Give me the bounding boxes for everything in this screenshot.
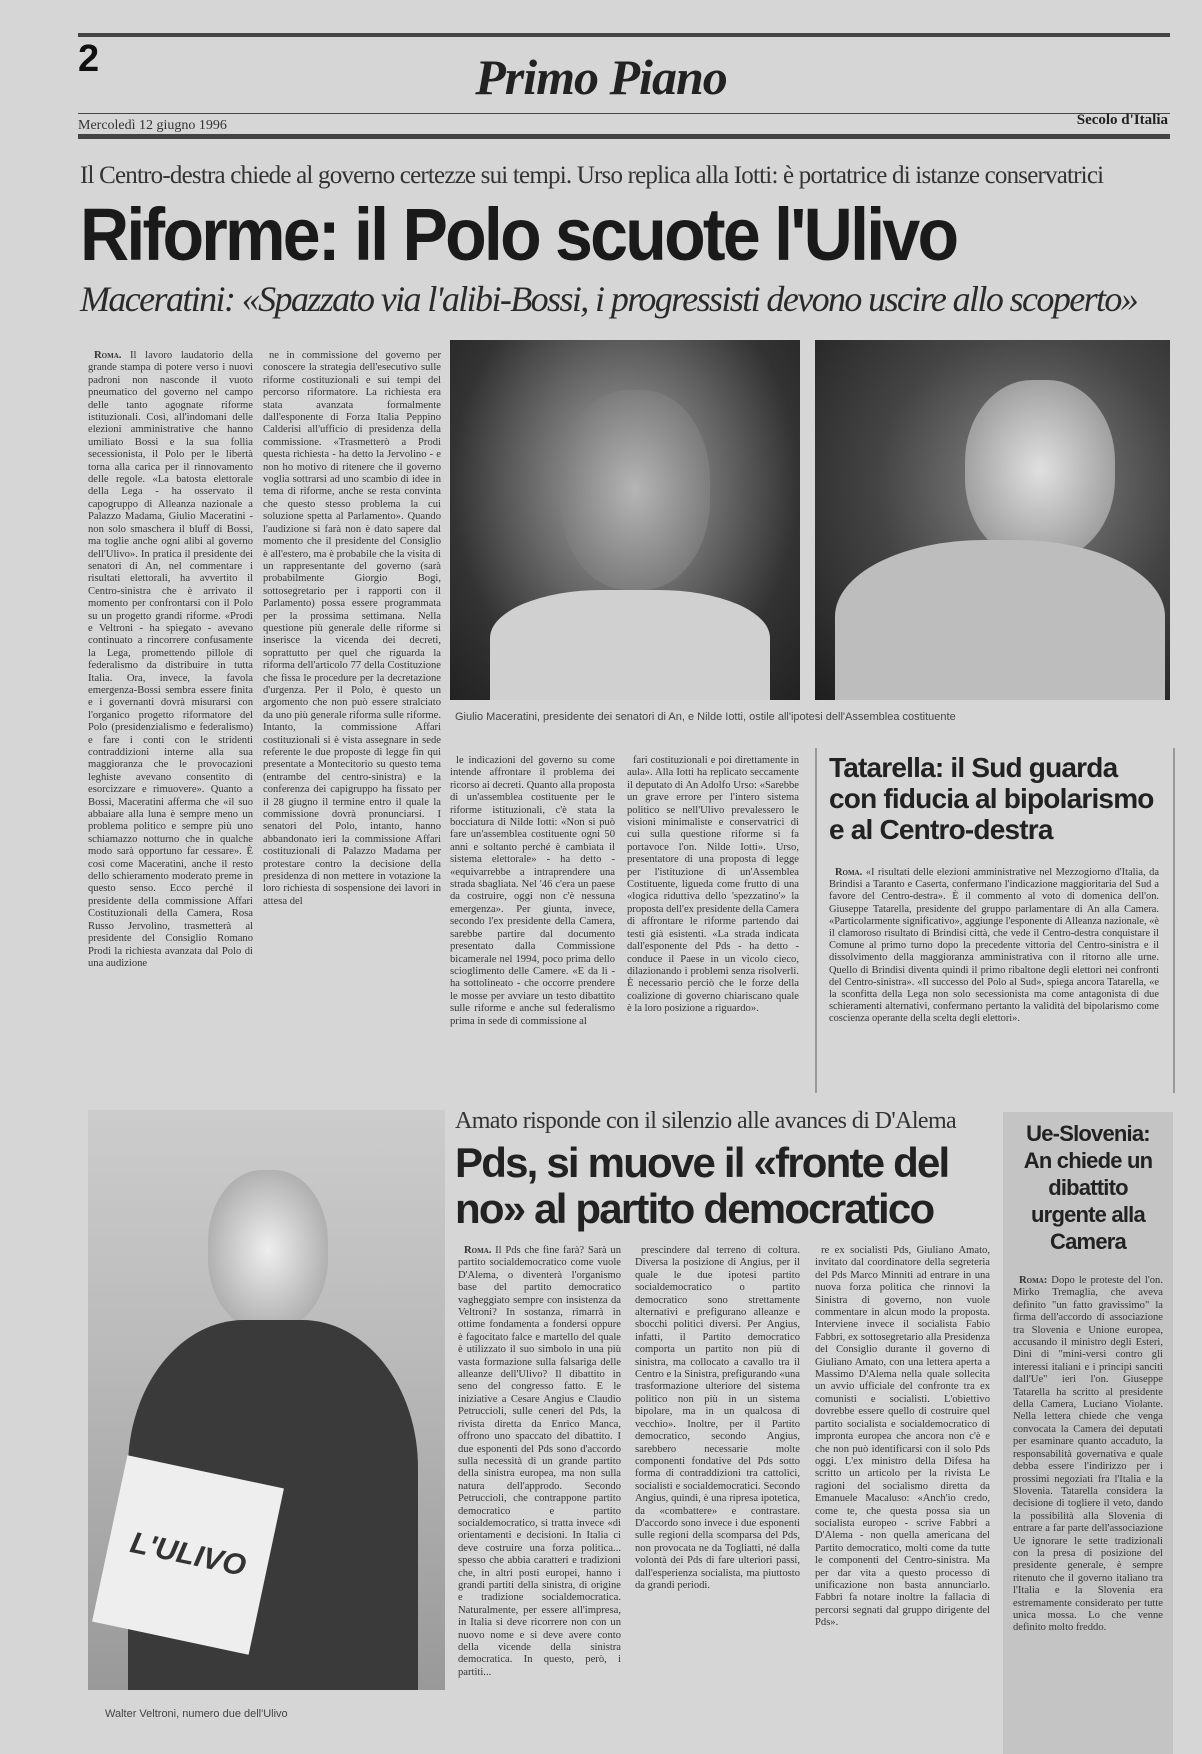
ulivo-logo-text: L'ULIVO bbox=[127, 1526, 249, 1583]
face-shape bbox=[208, 1170, 328, 1330]
article-text: ne in commissione del governo per conoscere la strategia dell'esecutivo sulle riforme costituzionali e sui tempi del percorso riformatore. La richiesta era stata avanzata formalmente dall'esponente di Forza Italia Peppino Calderisi all'ufficio di presidenza della commissione. «Trasmetterò a Prodi questa richiesta - ha detto la Jervolino - e non ho motivo di ritenere che il governo voglia sottrarsi ad uno scambio di idee in tema di riforme, anche se resta convinta che questo stesso problema la cui soluzione spetta al Parlamento». Quando l'audizione si farà non è dato sapere dal momento che il presidente del Consiglio è all'estero, ma è probabile che la visita di un rappresentante del governo (sarà probabilmente Giorgio Bogi, sottosegretario per i rapporti con il Parlamento) possa essere programmata per la prossima settimana. Nella questione più generale delle riforme si inserisce la vicenda dei decreti, soprattutto per quel che riguarda la riforma dell'articolo 77 della Costituzione che fissa le procedure per la decretazione d'urgenza. Per il Polo, è questo un argomento che non può essere stralciato da uno più generale riforma sulle riforme. Intanto, la commissione Affari costituzionali si è vista assegnare in sede referente le due proposte di legge fin qui presentate a Montecitorio su questo tema (entrambe del centro-sinistra) e la conferenza dei capigruppo ha fissato per il 28 giugno il termine entro il quale la commissione dovrà pronunciarsi. I senatori del Polo, intanto, hanno abbandonato ieri la commissione Affari costituzionali di Palazzo Madama per protestare contro la decisione della presidenza di non mettere in votazione la loro richiesta di sospensione dei lavori in attesa del bbox=[263, 350, 441, 907]
photo-caption: Giulio Maceratini, presidente dei senatori di An, e Nilde Iotti, ostile all'ipotesi dell'Assemblea costituente bbox=[455, 711, 956, 723]
face-shape bbox=[965, 380, 1115, 560]
pds-column-2 bbox=[635, 1245, 800, 1750]
dateline: Roma. bbox=[94, 350, 122, 361]
article-text: le indicazioni del governo su come intende affrontare il problema dei ricorso ai decreti. Quanto alla proposta di un'assemblea costituente per le riforme istituzionali, c'è stata la bocciatura di Nilde Iotti: «Non si può fare un'assemblea costituente ogni 50 anni e soltanto perché è cambiata il sistema elettorale» - ha detto - «equivarrebbe a intraprendere una strada sbagliata. Nel '46 c'era un paese da costruire, oggi non c'è nessuna emergenza». Per giunta, invece, secondo l'ex presidente della Camera, sarebbe partire dal documento presentato dalla Commissione bicamerale nel 1994, poco prima dello scioglimento delle Camere. «E da lì - ha sottolineato - che occorre prendere le mosse per avviare un testo dibattito sulle riforme e anche sul federalismo prima in sede di commissione al bbox=[450, 755, 615, 1027]
article-text: «I risultati delle elezioni amministrative nel Mezzogiorno d'Italia, da Brindisi a Taranto e Caserta, confermano l'indicazione maggioritaria del Sud a favore del Centro-destra». È il commento al voto di domenica dell'on. Giuseppe Tatarella, presidente del gruppo parlamentare di An alla Camera. «Particolarmente significativo», aggiunge l'esponente di Alleanza nazionale, «è il clamoroso risultato di Brindisi città, che vede il Centro-destra conquistare il Comune al primo turno dopo la precedente vittoria del Centro-sinistra e il dissolvimento della maggioranza amministrativa con il ritorno alle urne. Quello di Brindisi diventa quindi il primo ribaltone degli elettori nei confronti del Centro-sinistra». «Il successo del Polo al Sud», spiega ancora Tatarella, «e la sconfitta della Lega non solo secessionista ma come antagonista di due schieramenti alternativi, confermano pertanto la validità del bipolarismo come coscienza operante della scelta degli elettori». bbox=[829, 867, 1159, 1025]
dateline: Roma. bbox=[464, 1245, 492, 1256]
photo-caption: Walter Veltroni, numero due dell'Ulivo bbox=[105, 1708, 288, 1720]
article-text: re ex socialisti Pds, Giuliano Amato, invitato dal coordinatore della segreteria del Pds Marco Minniti ad entrare in una nuova forza politica che rinnovi la Sinistra di governo, non vuole commentare in alcun modo la proposta. Interviene invece il socialista Fabio Fabbri, ex sottosegretario alla Presidenza del Consiglio durante il governo di Giuliano Amato, con una lettera aperta a Massimo D'Alema nella quale sollecita un avvio ufficiale del confronte tra ex comunisti e socialisti. L'obiettivo dovrebbe essere quello di costruire quel partito socialista e socialdemocratico di impronta europea che ancora non c'è e che non può identificarsi con il solo Pds oggi. L'ex ministro della Difesa ha scritto un articolo per la rivista Le ragioni del socialismo diretta da Emanuele Macaluso: «Anch'io credo, come te, che questa possa sia un socialista europeo - scrive Fabbri a D'Alema - non quella americana del Partito democratico, molti come da tutte le componenti del Centro-sinistra. Ma per dar vita a questo processo di unificazione non basta annunciarlo. Fabbri fa notare inoltre la fallacia di percorsi segnati dal gruppo dirigente del Pds». bbox=[815, 1245, 990, 1629]
pds-headline: Pds, si muove il «fronte del no» al partito democratico bbox=[455, 1139, 949, 1232]
section-masthead bbox=[0, 48, 1202, 106]
main-kicker: Il Centro-destra chiede al governo certezze sui tempi. Urso replica alla Iotti: è portatrice di istanze conservatrici bbox=[80, 162, 1104, 189]
page-number: 2 bbox=[78, 38, 100, 80]
shirt-shape bbox=[490, 590, 770, 700]
newspaper-name: Secolo d'Italia bbox=[1076, 112, 1168, 128]
photo-veltroni bbox=[88, 1110, 445, 1690]
issue-date: Mercoledì 12 giugno 1996 bbox=[78, 118, 227, 133]
photo-maceratini bbox=[450, 340, 800, 700]
article-text: Il lavoro laudatorio della grande stampa di potere verso i nuovi padroni non nasconde il vuoto pneumatico del governo nel campo delle tanto agognate riforme istituzionali. Così, all'indomani delle elezioni amministrative che hanno umiliato Bossi e la sua follia secessionista, il Polo per le libertà torna alla carica per il rinnovamento delle regole. «La batosta elettorale della Lega - ha osservato il capogruppo di Alleanza nazionale a Palazzo Madama, Giulio Maceratini - non solo smaschera il bluff di Bossi, ma toglie anche ogni alibi al governo dell'Ulivo». In pratica il presidente dei senatori di An, nel commentare i risultati elettorali, ha avvertito il Centro-sinistra che è arrivato il momento per confrontarsi con il Polo su un progetto grandi riforme. «Prodi e Veltroni - ha spiegato - avevano continuato a rincorrere confusamente la Lega, promettendo pillole di federalismo da distribuire in tutta Italia. Ora, invece, la favola emergenza-Bossi sembra essere finita e i governanti dovrà misurarsi con l'organico progetto riformatore del Polo (presidenzialismo e federalismo) e fare i conti con le stridenti contraddizioni interne alla sua maggioranza che le provocazioni leghiste avevano consentito di esorcizzare e rimuovere». Quanto a Bossi, Maceratini afferma che «il suo abbaiare alla luna è sempre meno un problema politico e sempre più uno schiamazzo notturno che in qualche modo sarà opportuno far cessare». È così come Maceratini, anche il resto dello schieramento moderato preme in questo senso. Ecco perché il presidente della commissione Affari Costituzionali della Camera, Rosa Russo Jervolino, trasmetterà al presidente del Consiglio Romano Prodi la richiesta avanzata dal Polo di una audizione bbox=[88, 350, 253, 969]
article-text: Il Pds che fine farà? Sarà un partito socialdemocratico come vuole D'Alema, o diventerà l'organismo base del partito democratico vagheggiato sempre con insistenza da Veltroni? In sostanza, rimarrà in ottime fondamenta a fondersi oppure è fagocitato falce e martello del quale è utilizzato il suo simbolo in una più vasta formazione sulla falsariga delle alleanze dell'Ulivo? Il dibattito in seno del congresso fatto. E le iniziative a Cesare Angius e Claudio Petruccioli, sulle ceneri del Pds, la rivista diretta da Enrico Manca, offrono uno spaccato del dibattito. I due esponenti del Pds sono d'accordo sulla necessità di un grande partito della sinistra europea, ma non sulla natura dell'approdo. Secondo Petruccioli, che contrappone partito democratico e partito socialdemocratico, si tratta invece «di orientamenti e decisioni. In Italia ci deve costruire una forza politica... spesso che abbia caratteri e tradizioni che, in altri posti europei, hanno i grandi partiti della sinistra, di origine e tradizione socialdemocratica. Naturalmente, per essere all'impresa, in Italia si deve ricorrere non con un nuovo nome e si deve avere conto della vicende della sinistra democratica. In questo, però, i partiti... bbox=[458, 1245, 621, 1678]
slovenia-headline: Ue-Slovenia: An chiede un dibattito urgente alla Camera bbox=[1023, 1121, 1153, 1254]
top-rule bbox=[78, 33, 1170, 37]
article-text: Dopo le proteste del l'on. Mirko Tremaglia, che aveva definito "un fatto gravissimo" la firma dell'accordo di associazione tra Slovenia e Unione europea, accusando il ministro degli Esteri, Dini di "mini-versi contro gli interessi italiani e i principi sanciti dall'Ue" ieri l'on. Giuseppe Tatarella ha scritto al presidente della Camera, Luciano Violante. Nella lettera chiede che venga convocata la Camera dei deputati per esaminare quanto accaduto, la responsabilità governativa e quale debba essere l'indirizzo per i prossimi negoziati fra l'Italia e la Slovenia. Tatarella considera la decisione di togliere il veto, dando la possibilità alla Slovenia di entrare a far parte dell'associazione Ue ignorare le sette tradizionali con la presa di posizione del presidente generale, è sempre ritenuto che il governo italiano tra l'Italia e la Slovenia era estremamente considerato per tutte unica mossa. Lo che venne definito molto freddo. bbox=[1013, 1275, 1163, 1634]
article-column-3 bbox=[450, 755, 615, 1090]
jacket-shape bbox=[835, 540, 1165, 700]
article-text: prescindere dal terreno di coltura. Diversa la posizione di Angius, per il quale le due ipotesi partito socialdemocratico o partito democratico sono strettamente alternativi e prefigurano alleanze e sbocchi politici diversi. Per Angius, infatti, il Partito democratico comporta un partito non più di sinistra, ma collocato a cavallo tra il Centro e la Sinistra, prefigurando «una trasformazione ulteriore del sistema politico non più in un sistema bipolare, ma in un qualcosa di vecchio». Inoltre, per il Partito democratico, secondo Angius, sarebbero necessarie molte componenti fondative del Pds sotto forma di contraddizioni tra cattolici, socialisti e socialdemocratici. Secondo Angius, quindi, è una ripresa ipotetica, da «combattere» e contrastare. D'accordo sono invece i due esponenti sulle regioni della scomparsa del Pds, non provocata ne da Togliatti, né dalla volontà dei Pds di fare ulteriori passi, dall'esperienza socialista, ma piuttosto da grandi periodi. bbox=[635, 1245, 800, 1591]
tatarella-body bbox=[829, 867, 1159, 1027]
pds-column-3 bbox=[815, 1245, 990, 1750]
article-column-2 bbox=[263, 350, 441, 1090]
date-rule bbox=[78, 113, 1170, 114]
pds-kicker: Amato risponde con il silenzio alle avances di D'Alema bbox=[455, 1108, 957, 1134]
article-column-4 bbox=[627, 755, 799, 1090]
slovenia-body bbox=[1013, 1275, 1163, 1745]
header-bottom-rule bbox=[78, 134, 1170, 139]
tatarella-box bbox=[815, 748, 1175, 1093]
main-headline: Riforme: il Polo scuote l'Ulivo bbox=[80, 193, 957, 276]
slovenia-box bbox=[1003, 1112, 1173, 1754]
photo-iotti bbox=[815, 340, 1170, 700]
section-title: Primo Piano bbox=[475, 49, 727, 105]
dateline: Roma. bbox=[835, 867, 863, 878]
dateline: Roma: bbox=[1019, 1275, 1048, 1286]
pds-column-1 bbox=[458, 1245, 621, 1750]
main-subhead: Maceratini: «Spazzato via l'alibi-Bossi, i progressisti devono uscire allo scoperto» bbox=[80, 279, 1138, 319]
face-shape bbox=[560, 390, 710, 590]
article-text: fari costituzionali e poi direttamente in aula». Alla Iotti ha replicato seccamente il deputato di An Adolfo Urso: «Sarebbe un grave errore per l'intero sistema politico se nell'Ulivo prevalessero le visioni minimaliste e conservatrici di cui sulla questione riforme si fa portavoce l'on. Nilde Iotti». Urso, presentatore di una proposta di legge per l'istituzione di un'Assemblea Costituente, ligueda come frutto di una «logica riduttiva dello 'spezzatino'» la proposta dell'ex presidente della Camera di affrontare le riforme partendo dai testi già esistenti. «La strada indicata dall'esponente del Pds - ha detto - conduce il Paese in un vicolo cieco, dilazionando i problemi senza risolverli. È necessario perciò che le forze della coalizione di governo chiariscano quale è la loro posizione a riguardo». bbox=[627, 755, 799, 1015]
tatarella-headline: Tatarella: il Sud guarda con fiducia al bipolarismo e al Centro-destra bbox=[829, 752, 1154, 845]
article-column-1 bbox=[88, 350, 253, 1090]
